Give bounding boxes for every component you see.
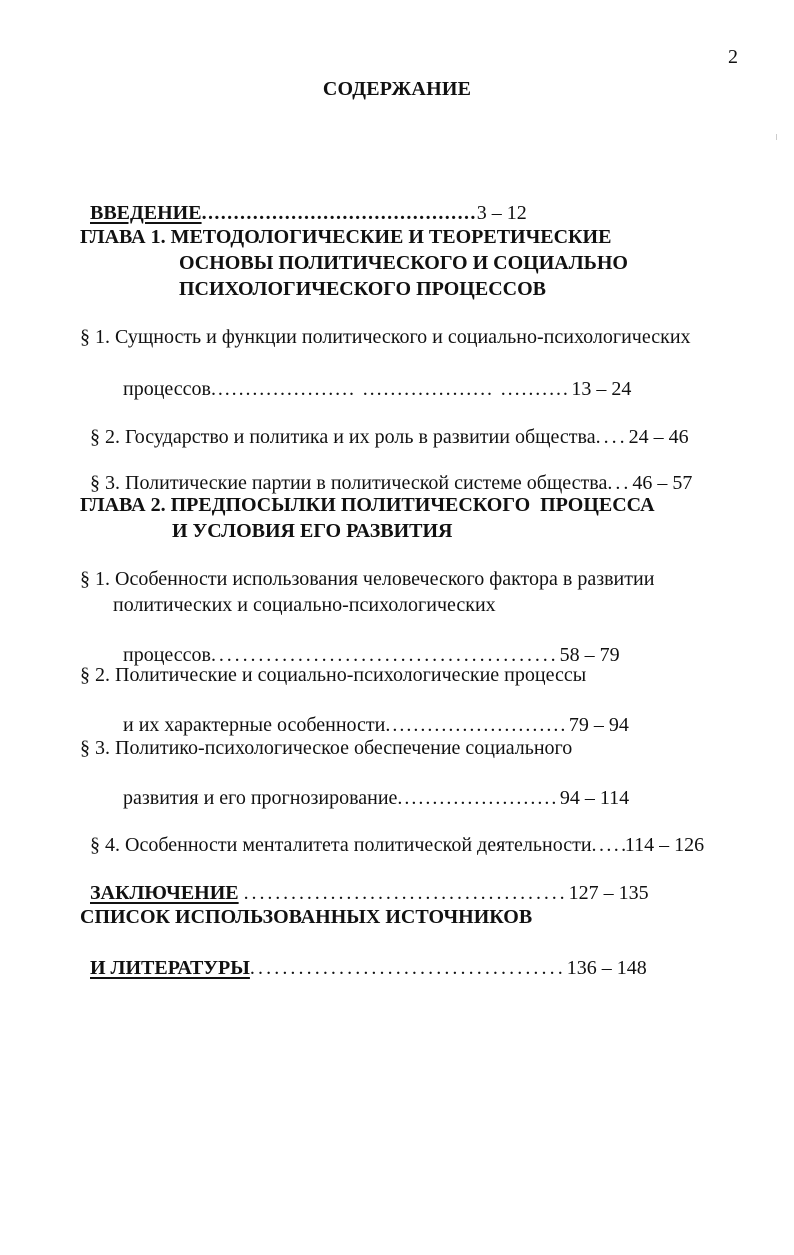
references-dots: . . . . . . . . . . . . . . . . . . . . . . . . . . . . . . . . . . . . . . . — [249, 957, 562, 979]
chapter1-section1-line1: § 1. Сущность и функции политического и социально-психологических — [80, 326, 691, 348]
toc-entry-references — [80, 929, 647, 981]
chapter2-section2-line1: § 2. Политические и социально-психологические процессы — [80, 664, 587, 686]
conclusion-pages: 127 – 135 — [568, 882, 649, 904]
chapter1-section1-pages: 13 – 24 — [571, 378, 632, 400]
chapter1-heading-line1: ГЛАВА 1. МЕТОДОЛОГИЧЕСКИЕ И ТЕОРЕТИЧЕСКИЕ — [80, 226, 612, 248]
chapter2-section1-line3 — [113, 616, 620, 668]
chapter2-section3-line2 — [113, 759, 629, 811]
chapter1-section3 — [80, 444, 692, 496]
chapter1-section2 — [80, 398, 689, 450]
chapter2-section3-text: развития и его прогнозирование — [123, 787, 398, 809]
chapter2-section1-line2: политических и социально-психологических — [113, 594, 496, 616]
chapter2-section4 — [80, 806, 704, 858]
references-pages: 136 – 148 — [566, 957, 647, 979]
chapter2-section1-dots: . . . . . . . . . . . . . . . . . . . . . . . . . . . . . . . . . . . . . . . . . . . . — [210, 644, 555, 666]
toc-entry-conclusion — [80, 854, 649, 906]
chapter2-section2-pages: 79 – 94 — [568, 714, 629, 736]
chapter1-section1-line2 — [113, 350, 631, 402]
chapter1-section1-dots: . . . . . . . . . . . . . . . . . . . . . . . . . . . . . . . . . . . . . . . . . . . . . . . . . . — [210, 378, 567, 400]
chapter2-section1-text: процессов — [123, 644, 211, 666]
chapter1-heading-line2: ОСНОВЫ ПОЛИТИЧЕСКОГО И СОЦИАЛЬНО — [179, 252, 628, 274]
toc-entry-intro — [80, 174, 527, 226]
chapter2-heading-line2: И УСЛОВИЯ ЕГО РАЗВИТИЯ — [172, 520, 453, 542]
chapter1-section1-text: процессов — [123, 378, 211, 400]
chapter1-section2-dots: . . . . — [595, 426, 624, 448]
chapter1-section3-pages: 46 – 57 — [632, 472, 693, 494]
chapter2-heading-line1: ГЛАВА 2. ПРЕДПОСЫЛКИ ПОЛИТИЧЕСКОГО ПРОЦЕССА — [80, 494, 655, 516]
chapter2-section1-pages: 58 – 79 — [559, 644, 620, 666]
references-heading-line1: СПИСОК ИСПОЛЬЗОВАННЫХ ИСТОЧНИКОВ — [80, 906, 533, 928]
intro-heading: ВВЕДЕНИЕ — [90, 202, 202, 224]
chapter1-heading-line3: ПСИХОЛОГИЧЕСКОГО ПРОЦЕССОВ — [179, 278, 546, 300]
page-number: 2 — [728, 46, 738, 68]
intro-dots: ........................................... — [201, 202, 477, 224]
chapter1-section3-text: § 3. Политические партии в политической системе общества — [90, 472, 608, 494]
conclusion-dots: . . . . . . . . . . . . . . . . . . . . . . . . . . . . . . . . . . . . . . . . . — [243, 882, 564, 904]
intro-pages: 3 – 12 — [476, 202, 527, 224]
chapter1-section2-text: § 2. Государство и политика и их роль в развитии общества — [90, 426, 596, 448]
conclusion-heading: ЗАКЛЮЧЕНИЕ — [90, 882, 239, 904]
scan-edge-mark — [776, 134, 777, 140]
chapter2-section3-dots: . . . . . . . . . . . . . . . . . . . . . . . — [397, 787, 555, 809]
chapter1-section2-pages: 24 – 46 — [628, 426, 689, 448]
chapter2-section4-text: § 4. Особенности менталитета политической деятельности — [90, 834, 592, 856]
chapter2-section2-text: и их характерные особенности — [123, 714, 386, 736]
chapter2-section4-dots: . . . . . — [591, 834, 625, 856]
chapter2-section3-line1: § 3. Политико-психологическое обеспечение социального — [80, 737, 573, 759]
chapter2-section4-pages: 114 – 126 — [624, 834, 705, 856]
chapter1-section3-dots: . . . — [607, 472, 628, 494]
chapter2-section1-line1: § 1. Особенности использования человеческого фактора в развитии — [80, 568, 655, 590]
chapter2-section2-line2 — [113, 686, 629, 738]
references-heading-line2: И ЛИТЕРАТУРЫ — [90, 957, 250, 979]
chapter2-section2-dots: . . . . . . . . . . . . . . . . . . . . . . . . . . — [385, 714, 564, 736]
chapter2-section3-pages: 94 – 114 — [559, 787, 630, 809]
page-title: СОДЕРЖАНИЕ — [322, 78, 472, 100]
